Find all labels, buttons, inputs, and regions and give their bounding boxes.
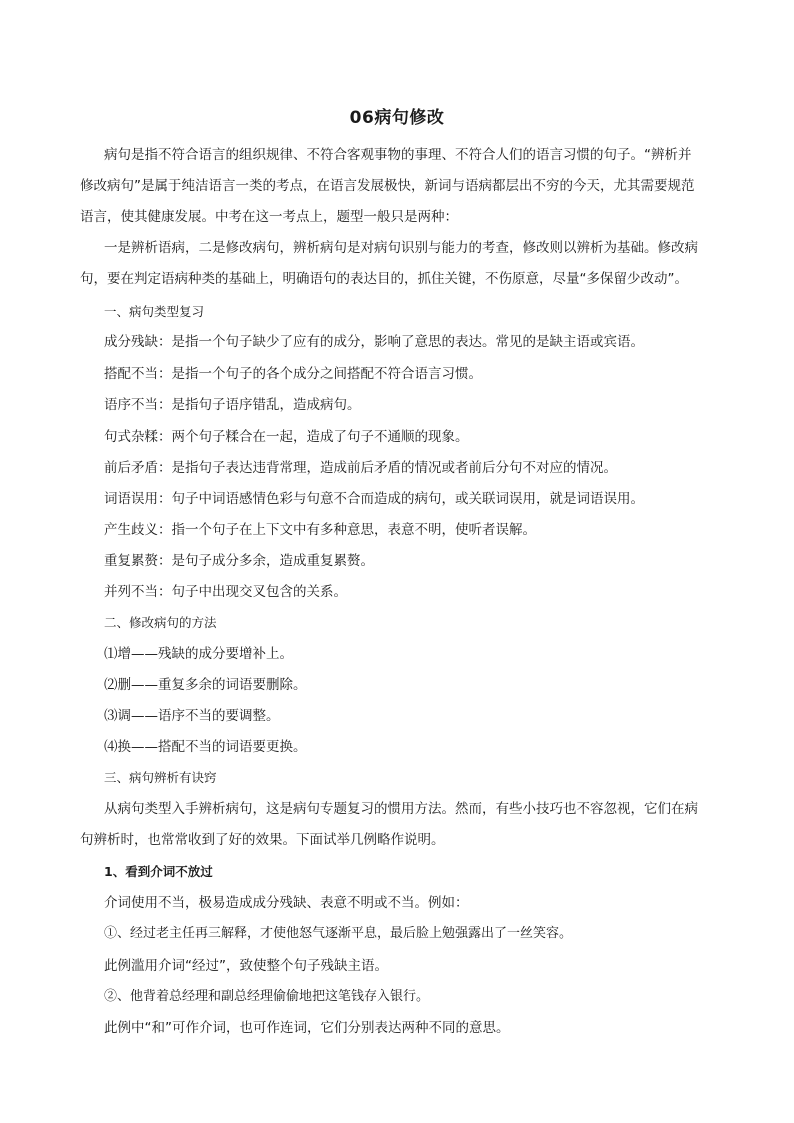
intro-paragraph-1-line-3: 语言，使其健康发展。中考在这一考点上，题型一般只是两种： <box>80 209 458 225</box>
method-item: ⑶调——语序不当的要调整。 <box>104 708 280 724</box>
intro-paragraph-1-line-2: 修改病句”是属于纯洁语言一类的考点，在语言发展极快，新词与语病都层出不穷的今天，尤其需要规范 <box>80 178 695 194</box>
intro-paragraph-1-line-1: 病句是指不符合语言的组织规律、不符合客观事物的事理、不符合人们的语言习惯的句子。“辨析并 <box>104 147 692 163</box>
type-item: 词语误用：句子中词语感情色彩与句意不合而造成的病句，或关联词误用，就是词语误用。 <box>104 491 644 507</box>
type-item: 成分残缺：是指一个句子缺少了应有的成分，影响了意思的表达。常见的是缺主语或宾语。 <box>104 334 644 350</box>
type-item: 句式杂糅：两个句子糅合在一起，造成了句子不通顺的现象。 <box>104 429 469 445</box>
example-2-note: 此例中“和”可作介词，也可作连词，它们分别表达两种不同的意思。 <box>104 1020 510 1036</box>
example-2: ②、他背着总经理和副总经理偷偷地把这笔钱存入银行。 <box>104 989 430 1004</box>
section-3-paragraph-line-2: 句辨析时，也常常收到了好的效果。下面试举几例略作说明。 <box>80 832 445 848</box>
method-item: ⑴增——残缺的成分要增补上。 <box>104 646 293 662</box>
type-item: 搭配不当：是指一个句子的各个成分之间搭配不符合语言习惯。 <box>104 366 482 382</box>
tip-1-intro: 介词使用不当，极易造成成分残缺、表意不明或不当。例如： <box>104 895 469 911</box>
type-item: 产生歧义：指一个句子在上下文中有多种意思，表意不明，使听者误解。 <box>104 522 536 538</box>
section-1-heading: 一、病句类型复习 <box>104 304 205 319</box>
method-item: ⑷换——搭配不当的词语要更换。 <box>104 739 307 755</box>
type-item: 重复累赘：是句子成分多余，造成重复累赘。 <box>104 553 374 569</box>
example-1-note: 此例滥用介词“经过”，致使整个句子残缺主语。 <box>104 958 388 974</box>
method-item: ⑵删——重复多余的词语要删除。 <box>104 677 307 693</box>
type-item: 并列不当：句子中出现交叉包含的关系。 <box>104 584 347 600</box>
tip-1-heading: 1、看到介词不放过 <box>104 864 213 879</box>
intro-paragraph-2-line-2: 句，要在判定语病种类的基础上，明确语句的表达目的，抓住关键，不伤原意，尽量“多保留少改动”。 <box>80 271 688 287</box>
section-3-heading: 三、病句辨析有诀窍 <box>104 770 217 785</box>
type-item: 前后矛盾：是指句子表达违背常理，造成前后矛盾的情况或者前后分句不对应的情况。 <box>104 460 617 476</box>
document-title: 06病句修改 <box>349 108 445 128</box>
intro-paragraph-2-line-1: 一是辨析语病，二是修改病句，辨析病句是对病句识别与能力的考查，修改则以辨析为基础。修改病 <box>104 240 698 256</box>
section-3-paragraph-line-1: 从病句类型入手辨析病句，这是病句专题复习的惯用方法。然而，有些小技巧也不容忽视，它们在病 <box>104 801 698 817</box>
section-2-heading: 二、修改病句的方法 <box>104 615 217 630</box>
type-item: 语序不当：是指句子语序错乱，造成病句。 <box>104 397 361 413</box>
example-1: ①、经过老主任再三解释，才使他怒气逐渐平息，最后脸上勉强露出了一丝笑容。 <box>104 926 573 941</box>
